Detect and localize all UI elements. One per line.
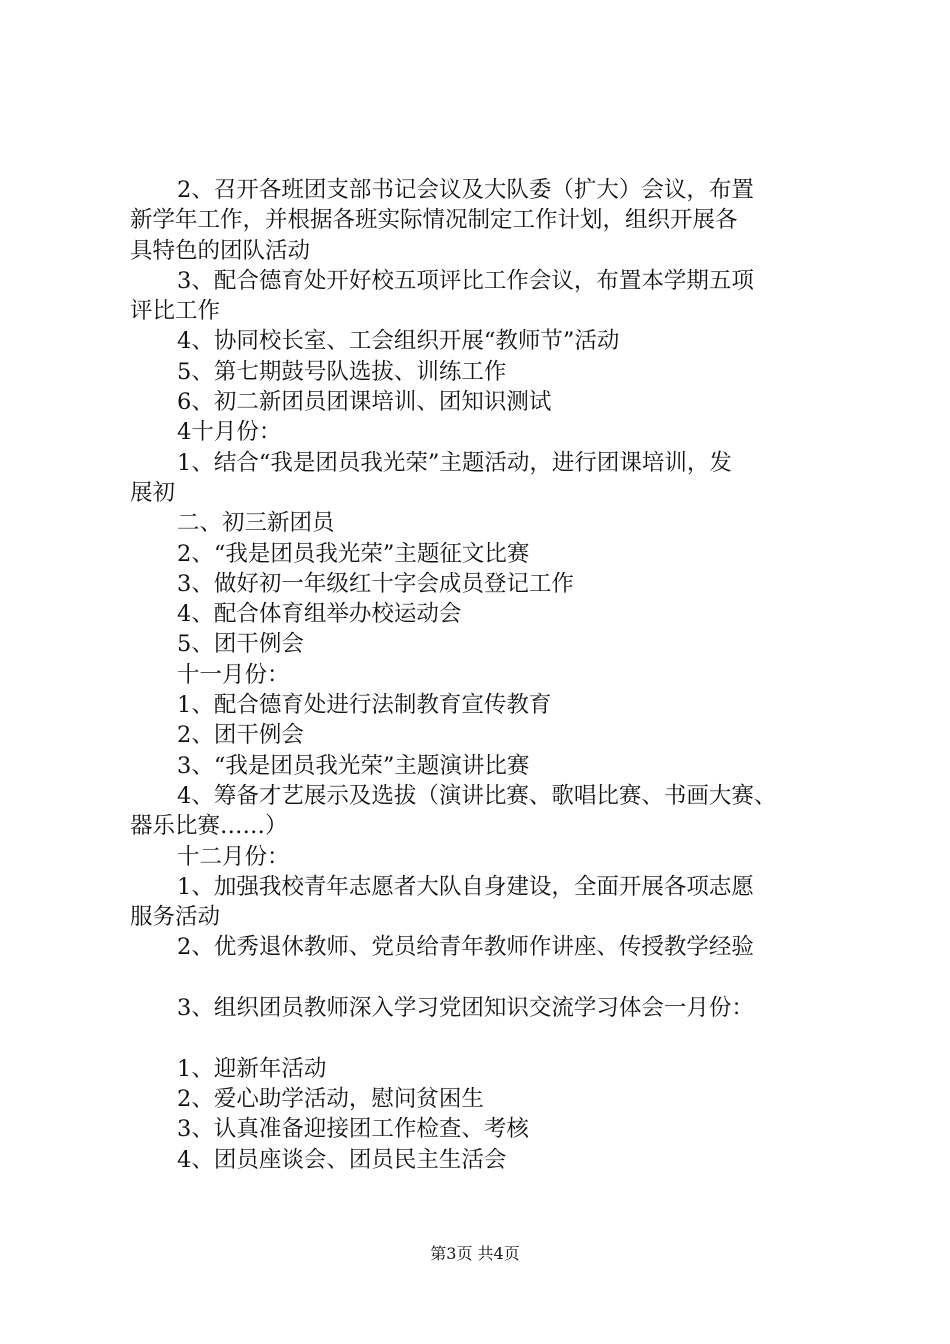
paragraph-line: 具特色的团队活动	[130, 237, 311, 264]
paragraph-line: 6、初二新团员团课培训、团知识测试	[177, 389, 552, 416]
month-heading: 十二月份：	[177, 843, 290, 870]
paragraph-line: 2、召开各班团支部书记会议及大队委（扩大）会议，布置	[177, 177, 754, 203]
month-heading: 4十月份：	[177, 419, 282, 446]
paragraph-line: 3、组织团员教师深入学习党团知识交流学习体会一月份：	[177, 995, 754, 1022]
paragraph-line: 展初	[130, 479, 176, 506]
paragraph-line: 4、协同校长室、工会组织开展“教师节”活动	[177, 328, 620, 355]
paragraph-line: 器乐比赛……）	[130, 813, 288, 840]
paragraph-line: 1、配合德育处进行法制教育宣传教育	[177, 692, 552, 719]
page-number-footer: 第3页 共4页	[430, 1244, 520, 1263]
paragraph-line: 4、团员座谈会、团员民主生活会	[177, 1146, 507, 1173]
paragraph-line: 新学年工作，并根据各班实际情况制定工作计划，组织开展各	[130, 207, 738, 234]
month-heading: 十一月份：	[177, 661, 290, 688]
paragraph-line: 2、优秀退休教师、党员给青年教师作讲座、传授教学经验	[177, 934, 754, 961]
paragraph-line: 1、迎新年活动	[177, 1055, 327, 1082]
paragraph-line: 4、筹备才艺展示及选拔（演讲比赛、歌唱比赛、书画大赛、	[177, 782, 777, 809]
paragraph-line: 3、“我是团员我光荣”主题演讲比赛	[177, 752, 530, 779]
paragraph-line: 2、爱心助学活动，慰问贫困生	[177, 1085, 484, 1112]
paragraph-line: 3、认真准备迎接团工作检查、考核	[177, 1116, 529, 1143]
paragraph-line: 评比工作	[130, 298, 221, 325]
paragraph-line: 1、加强我校青年志愿者大队自身建设，全面开展各项志愿	[177, 873, 754, 900]
paragraph-line: 2、团干例会	[177, 722, 304, 749]
paragraph-line: 3、做好初一年级红十字会成员登记工作	[177, 570, 574, 597]
blank-line	[130, 963, 842, 993]
paragraph-line: 服务活动	[130, 904, 221, 931]
paragraph-line: 5、第七期鼓号队选拔、训练工作	[177, 358, 507, 385]
paragraph-line: 1、结合“我是团员我光荣”主题活动，进行团课培训，发	[177, 449, 732, 476]
paragraph-line: 2、“我是团员我光荣”主题征文比赛	[177, 540, 530, 567]
document-body	[130, 175, 842, 1175]
blank-line	[130, 1023, 842, 1053]
paragraph-line: 3、配合德育处开好校五项评比工作会议，布置本学期五项	[177, 267, 754, 294]
paragraph-line: 4、配合体育组举办校运动会	[177, 601, 462, 628]
paragraph-line: 5、团干例会	[177, 631, 304, 658]
paragraph-line: 二、初三新团员	[177, 510, 335, 537]
